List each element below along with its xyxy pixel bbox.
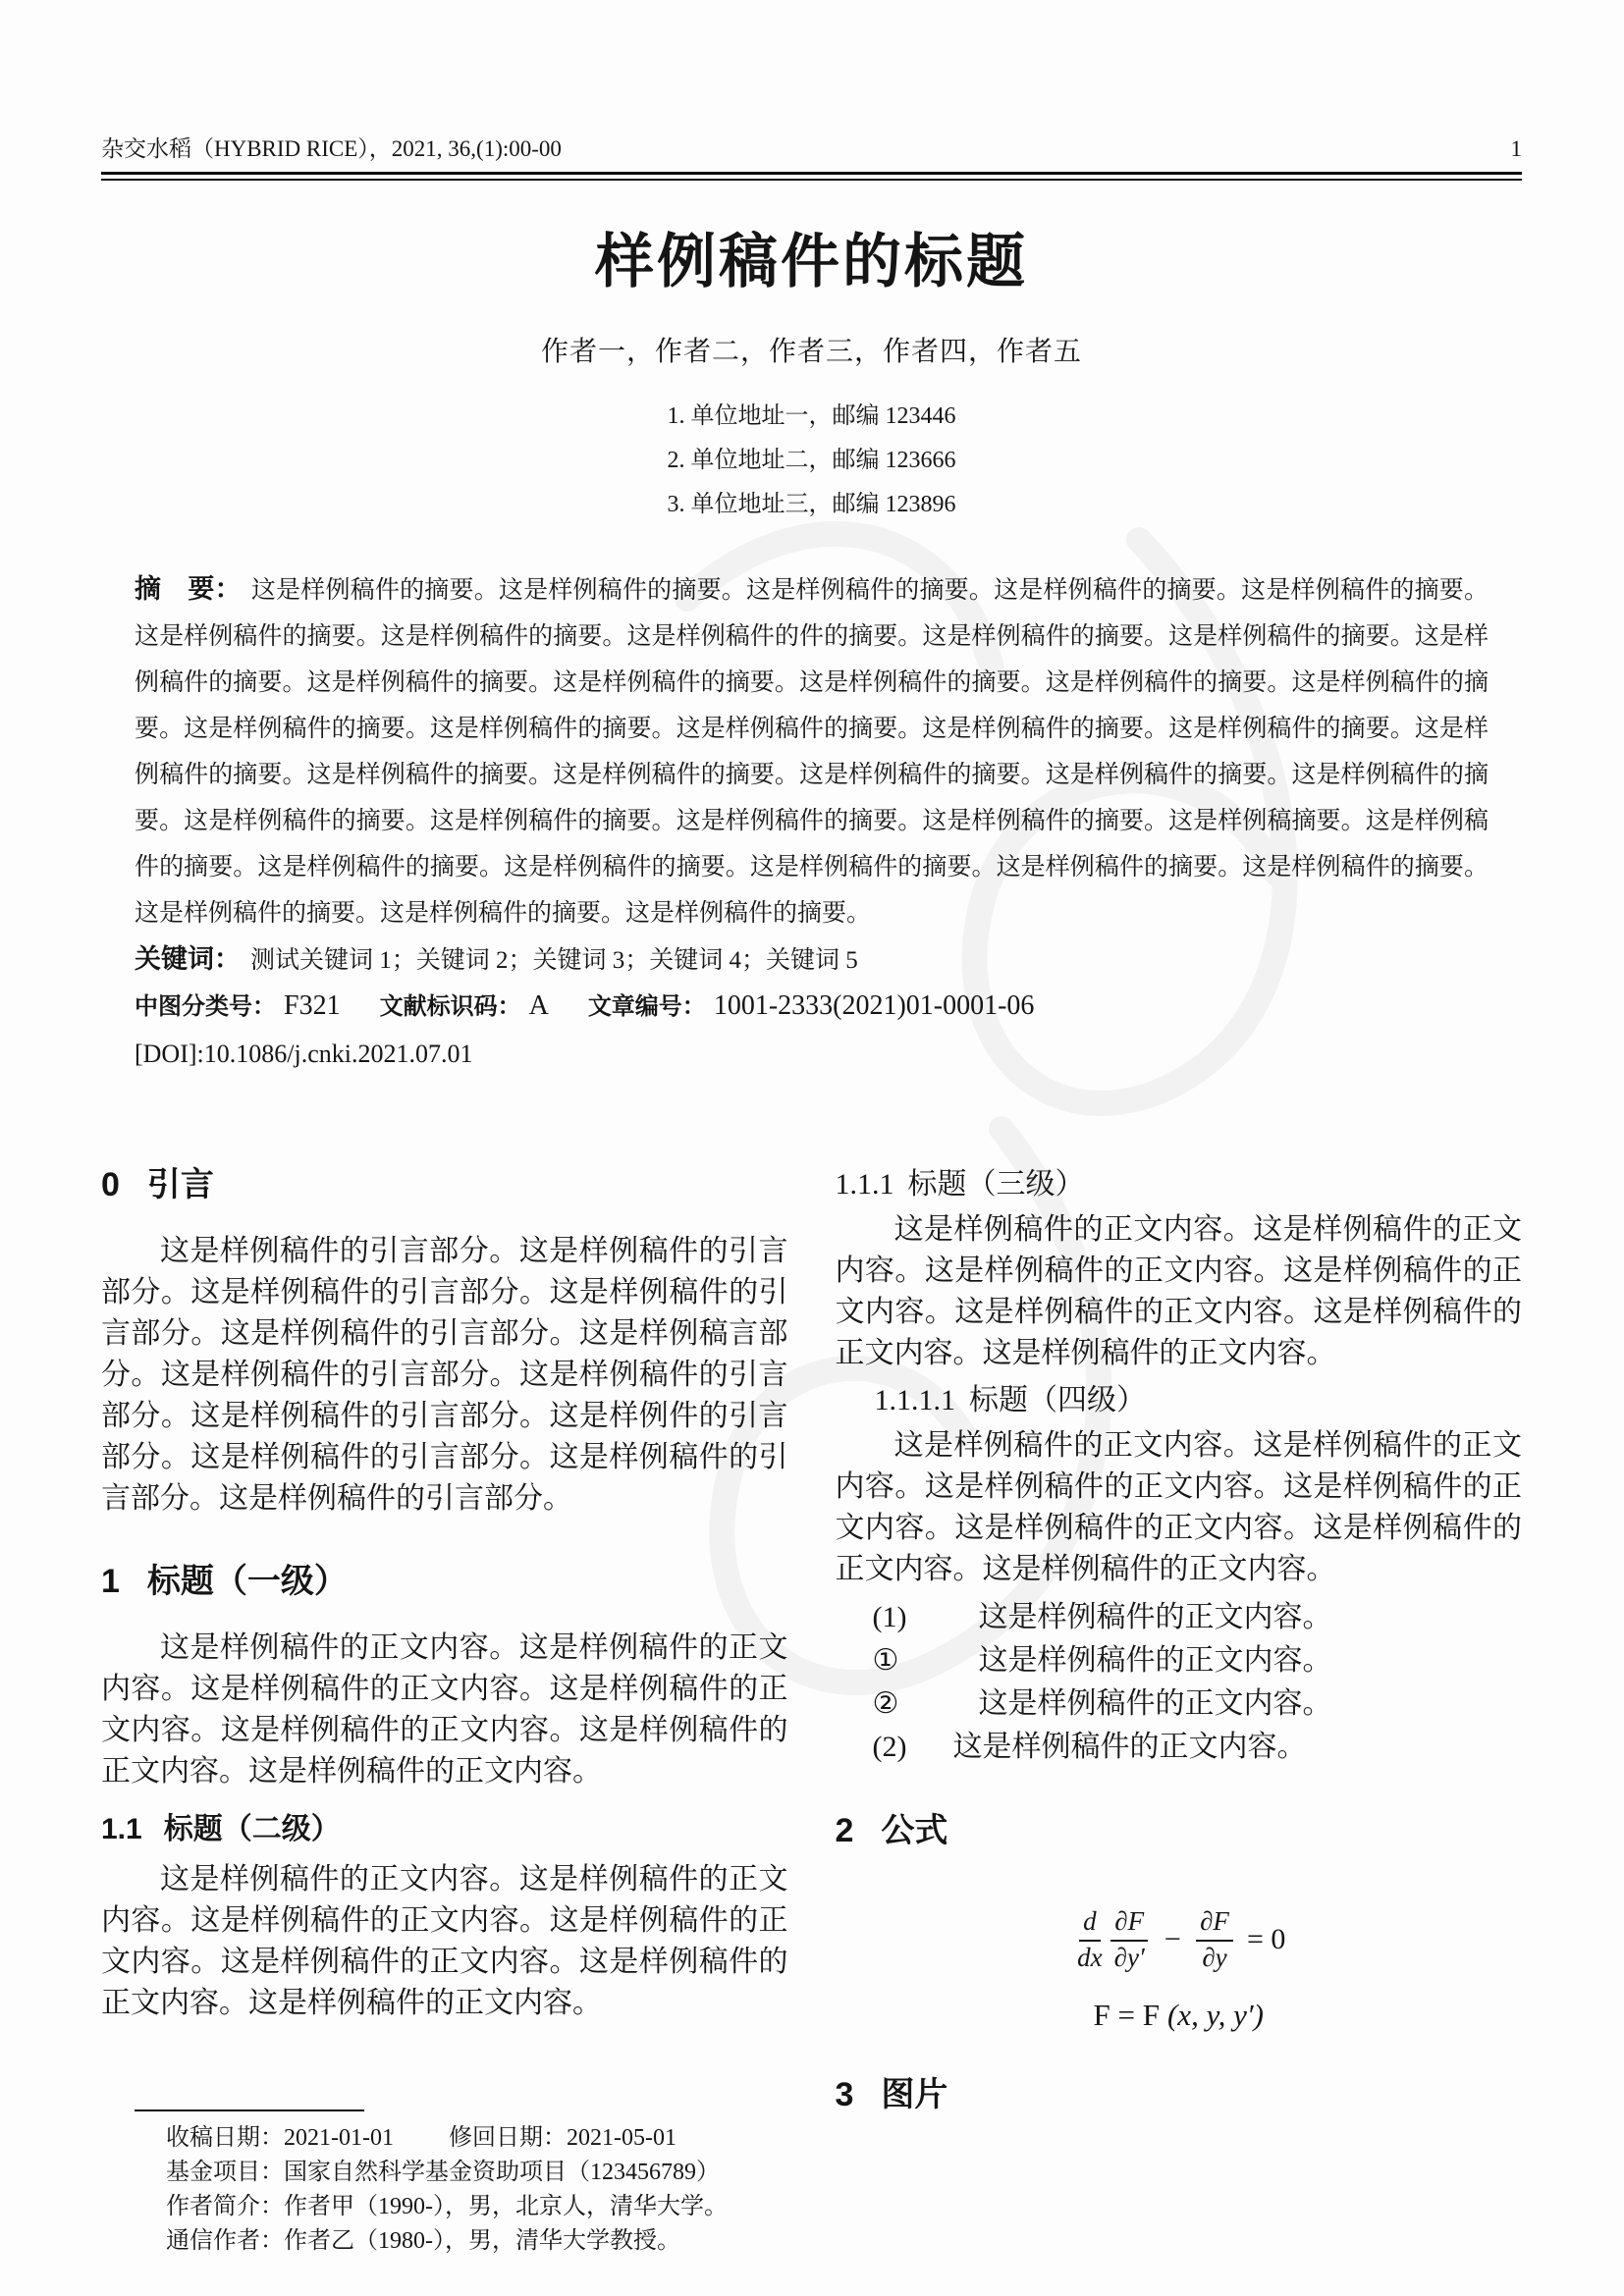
section-title: 标题（二级） <box>163 1813 341 1845</box>
section-heading-figures <box>836 2074 1523 2115</box>
equation-args: (x, y, y′) <box>1166 1998 1264 2033</box>
left-column <box>101 1164 788 2259</box>
section-title: 引言 <box>146 1166 214 1203</box>
article-id-value: 1001-2333(2021)01-0001-06 <box>713 990 1035 1021</box>
section-number: 1 <box>101 1563 120 1600</box>
two-column-body <box>0 1164 1624 2259</box>
doi-line: [DOI]:10.1086/j.cnki.2021.07.01 <box>135 1040 473 1068</box>
list-text: 这是样例稿件的正文内容。 <box>978 1687 1332 1720</box>
keywords-label: 关键词： <box>135 944 241 974</box>
list-item <box>873 1726 1523 1769</box>
list-marker: (2) <box>872 1731 907 1763</box>
fund-label: 基金项目： <box>166 2160 284 2185</box>
affiliation-line: 3. 单位地址三，邮编 123896 <box>667 492 956 517</box>
doc-code-value: A <box>528 990 549 1021</box>
bio-label: 作者简介： <box>166 2194 284 2219</box>
header-rule <box>101 172 1522 181</box>
section-heading-intro <box>101 1164 788 1205</box>
equation-2 <box>836 1998 1523 2033</box>
minus-operator: − <box>1162 1922 1183 1955</box>
keywords-line <box>135 936 1489 984</box>
equation-rhs: = 0 <box>1246 1922 1286 1955</box>
clc-value: F321 <box>284 990 341 1021</box>
section-title: 标题（一级） <box>146 1563 348 1600</box>
body-paragraph: 这是样例稿件的正文内容。这是样例稿件的正文内容。这是样例稿件的正文内容。这是样例稿件的正文内容。这是样例稿件的正文内容。这是样例稿件的正文内容。这是样例稿件的正文内容。 <box>835 1213 1522 1369</box>
fraction-numerator: ∂F <box>1110 1906 1148 1942</box>
footnote-bio <box>166 2190 788 2224</box>
fraction-numerator: ∂F <box>1196 1906 1233 1942</box>
fund-value: 国家自然科学基金资助项目（123456789） <box>284 2160 720 2185</box>
keywords-text: 测试关键词 1；关键词 2；关键词 3；关键词 4；关键词 5 <box>250 947 858 974</box>
clc-label: 中图分类号： <box>135 993 276 1020</box>
section-number: 0 <box>101 1166 120 1203</box>
received-date: 2021-01-01 <box>284 2125 394 2151</box>
revised-label: 修回日期： <box>448 2125 567 2151</box>
affiliation-line: 2. 单位地址二，邮编 123666 <box>667 448 956 473</box>
bio-value: 作者甲（1990-），男，北京人，清华大学。 <box>284 2194 728 2219</box>
section-title: 公式 <box>881 1812 948 1849</box>
abstract-label: 摘 要： <box>135 574 242 604</box>
list-marker: ② <box>872 1687 899 1720</box>
revised-date: 2021-05-01 <box>566 2125 677 2151</box>
section-heading-level3 <box>836 1164 1523 1205</box>
section-heading-level4 <box>836 1380 1523 1421</box>
running-head <box>101 135 1522 163</box>
footnote-fund <box>166 2156 788 2190</box>
fraction-numerator: d <box>1079 1906 1101 1942</box>
received-label: 收稿日期： <box>166 2125 284 2151</box>
list-marker: (1) <box>872 1601 907 1633</box>
equation-1 <box>836 1906 1523 1972</box>
classification-line <box>135 984 1489 1033</box>
list-marker: ① <box>872 1644 899 1677</box>
doc-code-label: 文献标识码： <box>379 993 521 1020</box>
fraction <box>1110 1906 1149 1972</box>
body-paragraph: 这是样例稿件的正文内容。这是样例稿件的正文内容。这是样例稿件的正文内容。这是样例稿件的正文内容。这是样例稿件的正文内容。这是样例稿件的正文内容。这是样例稿件的正文内容。 <box>835 1429 1522 1585</box>
affiliation-line: 1. 单位地址一，邮编 123446 <box>667 403 956 429</box>
page-number: 1 <box>1510 136 1522 161</box>
section-number: 1.1.1 <box>835 1168 894 1201</box>
section-heading-formulas <box>836 1810 1523 1851</box>
section-number: 1.1 <box>101 1813 142 1845</box>
article-id-label: 文章编号： <box>587 993 706 1020</box>
numbered-list <box>836 1596 1523 1769</box>
front-matter <box>0 228 1624 1076</box>
list-item <box>873 1639 1523 1682</box>
article-title: 样例稿件的标题 <box>595 229 1028 294</box>
section-title: 标题（四级） <box>969 1384 1146 1416</box>
fraction-denominator: dx <box>1077 1942 1103 1972</box>
intro-paragraph: 这是样例稿件的引言部分。这是样例稿件的引言部分。这是样例稿件的引言部分。这是样例稿件的引言部分。这是样例稿件的引言部分。这是样例稿言部分。这是样例稿件的引言部分。这是样例稿件的引言部分。这是样例稿件的引言部分。这是样例件的引言部分。这是样例稿件的引言部分。这是样例稿件的引言部分。这是样例稿件的引言部分。 <box>101 1235 788 1515</box>
section-title: 标题（三级） <box>907 1168 1085 1201</box>
authors-line: 作者一，作者二，作者三，作者四，作者五 <box>540 337 1082 367</box>
fraction-denominator: ∂y <box>1202 1942 1227 1972</box>
abstract-text: 这是样例稿件的摘要。这是样例稿件的摘要。这是样例稿件的摘要。这是样例稿件的摘要。这是样例稿件的摘要。这是样例稿件的摘要。这是样例稿件的摘要。这是样例稿件的件的摘要。这是样例稿件的摘要。这是样例稿件的摘要。这是样例稿件的摘要。这是样例稿件的摘要。这是样例稿件的摘要。这是样例稿件的摘要。这是样例稿件的摘要。这是样例稿件的摘要。这是样例稿件的摘要。这是样例稿件的摘要。这是样例稿件的摘要。这是样例稿件的摘要。这是样例稿件的摘要。这是样例稿件的摘要。这是样例稿件的摘要。这是样例稿件的摘要。这是样例稿件的摘要。这是样例稿件的摘要。这是样例稿件的摘要。这是样例稿件的摘要。这是样例稿件的摘要。这是样例稿件的摘要。这是样例稿件的摘要。这是样例稿摘要。这是样例稿件的摘要。这是样例稿件的摘要。这是样例稿件的摘要。这是样例稿件的摘要。这是样例稿件的摘要。这是样例稿件的摘要。这是样例稿件的摘要。这是样例稿件的摘要。这是样例稿件的摘要。 <box>135 577 1489 927</box>
corresponding-label: 通信作者： <box>166 2228 284 2254</box>
list-text: 这是样例稿件的正文内容。 <box>952 1731 1307 1763</box>
fraction <box>1196 1906 1233 1972</box>
affiliations <box>101 395 1522 527</box>
section-heading-level1 <box>101 1561 788 1602</box>
footnote-dates <box>166 2121 788 2156</box>
section-number: 2 <box>835 1812 854 1849</box>
list-text: 这是样例稿件的正文内容。 <box>978 1601 1332 1633</box>
body-paragraph: 这是样例稿件的正文内容。这是样例稿件的正文内容。这是样例稿件的正文内容。这是样例稿件的正文内容。这是样例稿件的正文内容。这是样例稿件的正文内容。这是样例稿件的正文内容。 <box>101 1631 788 1788</box>
fraction <box>1073 1906 1106 1972</box>
section-title: 图片 <box>881 2076 948 2114</box>
footnote-block <box>101 2084 788 2259</box>
right-column <box>836 1164 1523 2259</box>
section-number: 1.1.1.1 <box>874 1384 955 1416</box>
abstract-block <box>101 566 1522 1076</box>
corresponding-value: 作者乙（1980-），男，清华大学教授。 <box>284 2228 680 2254</box>
equation-lhs: F = F <box>1093 1998 1160 2033</box>
footnote-corresponding <box>166 2224 788 2259</box>
footnote-rule <box>135 2109 364 2111</box>
fraction-denominator: ∂y′ <box>1113 1942 1145 1972</box>
list-item <box>873 1596 1523 1639</box>
list-text: 这是样例稿件的正文内容。 <box>978 1644 1332 1677</box>
body-paragraph: 这是样例稿件的正文内容。这是样例稿件的正文内容。这是样例稿件的正文内容。这是样例稿件的正文内容。这是样例稿件的正文内容。这是样例稿件的正文内容。这是样例稿件的正文内容。 <box>101 1863 788 2019</box>
footnote-lines <box>101 2121 788 2259</box>
section-heading-level2 <box>101 1810 788 1849</box>
section-number: 3 <box>835 2076 854 2114</box>
abstract-paragraph <box>135 566 1489 936</box>
journal-header-line: 杂交水稻（HYBRID RICE），2021, 36,(1):00-00 <box>101 136 562 161</box>
page-header <box>0 0 1624 181</box>
list-item <box>873 1682 1523 1726</box>
